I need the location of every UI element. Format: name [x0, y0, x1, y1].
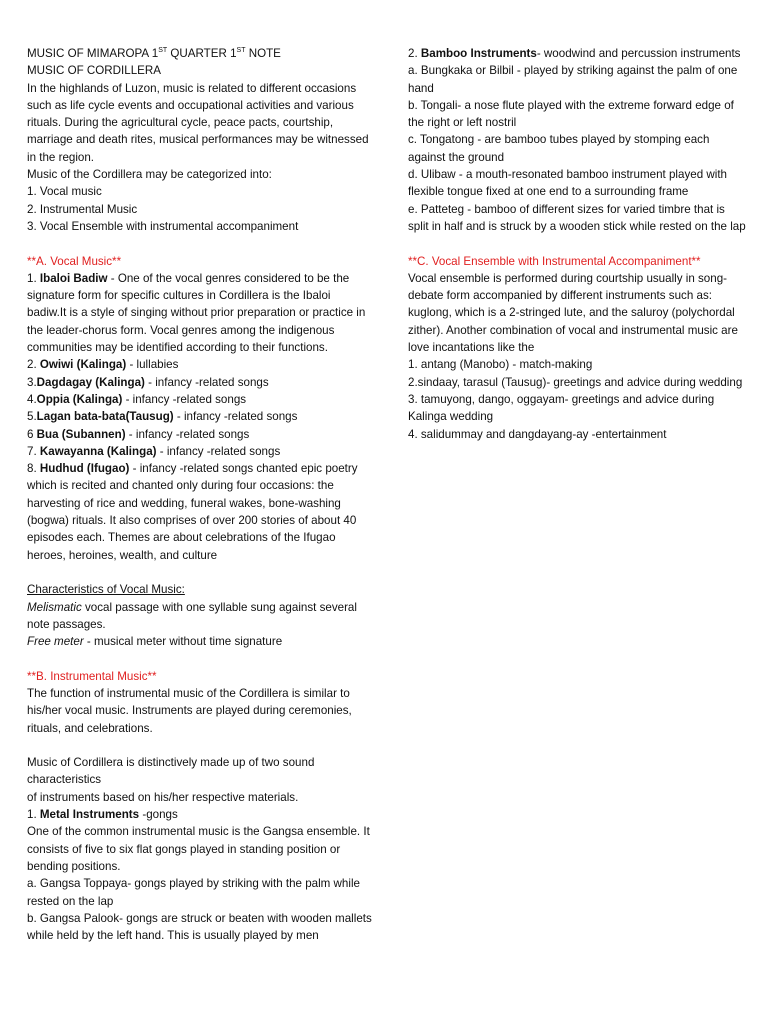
term: Melismatic: [27, 600, 82, 614]
term: Owiwi (Kalinga): [39, 358, 127, 372]
gangsa-item: a. Gangsa Toppaya- gongs played by striking with the palm while rested on the lap: [27, 877, 360, 908]
term: Free meter: [27, 635, 84, 649]
right-column: [408, 45, 748, 443]
left-column: [27, 45, 372, 944]
ensemble-item: 2.sindaay, tarasul (Tausug)- greetings and advice during wedding: [408, 375, 743, 389]
vocal-item: 7. Kawayanna (Kalinga) - infancy -related songs: [27, 444, 281, 458]
characteristic-item: Free meter - musical meter without time signature: [27, 635, 283, 649]
term: Kawayanna (Kalinga): [39, 444, 157, 458]
intro-paragraph: In the highlands of Luzon, music is related to different occasions such as life cycle events and occupational activities and various rituals. During the agricultural cycle, peace pacts, courtship, marriage and death rites, musical performances may be witnessed in the region.: [27, 81, 369, 164]
bamboo-instruments-item: 2. Bamboo Instruments- woodwind and percussion instruments: [408, 47, 741, 60]
term: Bua (Subannen): [36, 427, 126, 441]
vocal-item: 1. Ibaloi Badiw - One of the vocal genres considered to be the signature form for specific cultures in Cordillera is the Ibaloi badiw.It is a style of singing without prior preparation or practice in the leader-chorus form. Vocal genres among the indigenous communities may be identified according to their functions.: [27, 271, 366, 355]
bamboo-item: b. Tongali- a nose flute played with the extreme forward edge of the right or left nostril: [408, 98, 734, 130]
vocal-item: 4.Oppia (Kalinga) - infancy -related songs: [27, 392, 247, 406]
two-sources-line-2: of instruments based on his/her respective materials.: [27, 790, 299, 804]
term: Metal Instruments: [39, 808, 140, 822]
term: Dagdagay (Kalinga): [36, 375, 145, 389]
title-text-3: NOTE: [245, 47, 281, 60]
term: Lagan bata-bata(Tausug): [36, 410, 174, 424]
term: Oppia (Kalinga): [36, 392, 123, 406]
ensemble-intro: Vocal ensemble is performed during courtship usually in song-debate form accompanied by different instruments such as: kuglong, which is a 2-stringed lute, and the saluroy (polychordal zither). Another combination of vocal and instrumental music are love incantations like the: [408, 271, 738, 355]
ensemble-item: 4. salidummay and dangdayang-ay -entertainment: [408, 427, 667, 441]
category-item: 1. Vocal music: [27, 185, 102, 199]
instrumental-intro: The function of instrumental music of the Cordillera is similar to his/her vocal music. Instruments are played during ceremonies, rituals, and celebrations.: [27, 686, 352, 735]
vocal-item: 3.Dagdagay (Kalinga) - infancy -related songs: [27, 375, 269, 389]
bamboo-item: c. Tongatong - are bamboo tubes played by stomping each against the ground: [408, 133, 710, 164]
term: Bamboo Instruments: [420, 47, 537, 60]
characteristic-item: Melismatic vocal passage with one syllable sung against several note passages.: [27, 600, 357, 631]
vocal-item: 6 Bua (Subannen) - infancy -related songs: [27, 427, 250, 441]
title-text-2: QUARTER 1: [167, 47, 237, 60]
categories-intro: Music of the Cordillera may be categorized into:: [27, 168, 272, 182]
vocal-item: 5.Lagan bata-bata(Tausug) - infancy -related songs: [27, 410, 298, 424]
ensemble-item: 3. tamuyong, dango, oggayam- greetings and advice during Kalinga wedding: [408, 392, 715, 424]
vocal-item: 8. Hudhud (Ifugao) - infancy -related songs chanted epic poetry which is recited and chanted only during four occasions: the harvesting of rice and wedding, funeral wakes, bone-washing (bogwa) rituals. It also comprises of over 200 stories of about 40 episodes each. Themes are about celebrations of the Ifugao heroes, heroines, wealth, and culture: [27, 462, 358, 562]
bamboo-item: d. Ulibaw - a mouth-resonated bamboo instrument played with flexible tongue fixed at one end to a surrounding frame: [408, 168, 727, 199]
gangsa-item: b. Gangsa Palook- gongs are struck or beaten with wooden mallets while held by the left hand. This is usually played by men: [27, 911, 372, 943]
characteristics-heading: Characteristics of Vocal Music:: [27, 583, 185, 597]
category-item: 2. Instrumental Music: [27, 202, 138, 216]
two-sources-line: Music of Cordillera is distinctively made up of two sound characteristics: [27, 756, 315, 787]
title-text: MUSIC OF MIMAROPA 1: [27, 47, 159, 60]
section-heading-ensemble: **C. Vocal Ensemble with Instrumental Accompaniment**: [408, 254, 701, 268]
bamboo-item: a. Bungkaka or Bilbil - played by striking against the palm of one hand: [408, 64, 738, 95]
term: Hudhud (Ifugao): [39, 462, 130, 476]
term: Ibaloi Badiw: [39, 271, 108, 285]
ensemble-item: 1. antang (Manobo) - match-making: [408, 358, 593, 372]
section-heading-vocal: **A. Vocal Music**: [27, 254, 122, 268]
subtitle: MUSIC OF CORDILLERA: [27, 64, 161, 78]
title-superscript-2: ST: [236, 47, 246, 55]
gangsa-intro: One of the common instrumental music is the Gangsa ensemble. It consists of five to six flat gongs played in standing position or bending positions.: [27, 825, 370, 873]
title-superscript: ST: [158, 47, 168, 55]
section-heading-instrumental: **B. Instrumental Music**: [27, 669, 157, 683]
metal-instruments-item: 1. Metal Instruments -gongs: [27, 808, 178, 822]
bamboo-item: e. Patteteg - bamboo of different sizes for varied timbre that is split in half and is struck by a wooden stick while rested on the lap: [408, 202, 746, 233]
page-title: [27, 45, 372, 62]
vocal-item: 2. Owiwi (Kalinga) - lullabies: [27, 358, 179, 372]
category-item: 3. Vocal Ensemble with instrumental accompaniment: [27, 219, 299, 233]
